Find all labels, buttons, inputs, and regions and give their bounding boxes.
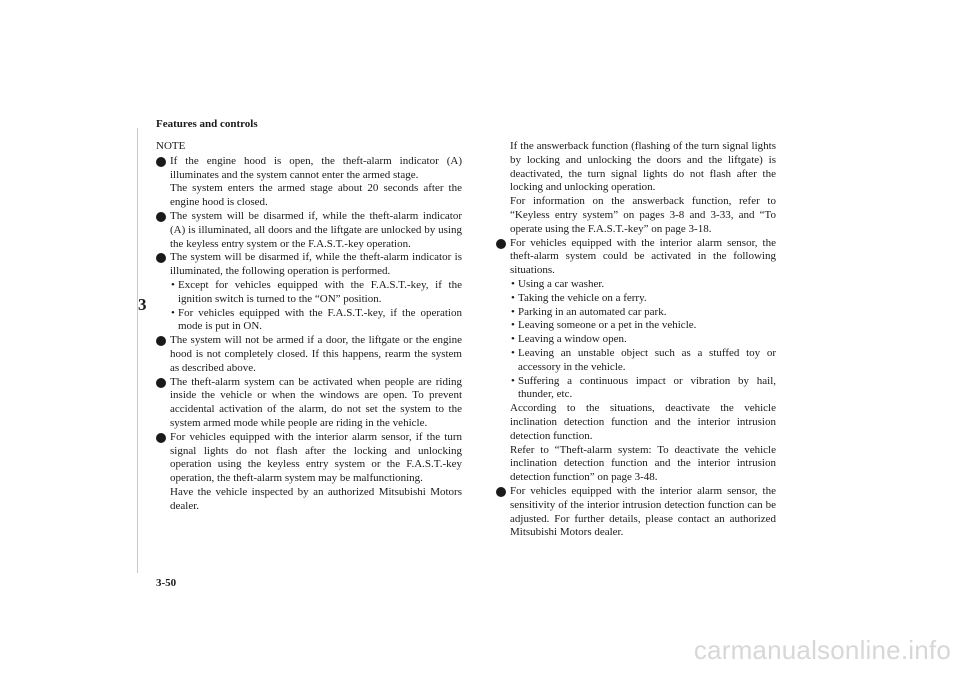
sub-item: • Suffering a continuous impact or vibration by hail, thunder, etc. [510,375,776,403]
bullet-icon [156,212,166,222]
note-item [156,155,462,210]
bullet-icon [156,157,166,167]
note-text: If the answerback function (flashing of the turn signal lights by locking and unlocking the doors and the liftgate) is deactivated, the turn signal lights do not flash after the locking and unlocking operation. [510,140,776,194]
note-item [156,210,462,251]
note-item [156,251,462,334]
bullet-icon [156,433,166,443]
right-column [496,140,776,540]
sub-item: • Parking in an automated car park. [510,306,776,320]
note-item [156,376,462,431]
note-text: If the engine hood is open, the theft-alarm indicator (A) illuminates and the system cannot enter the armed stage. [170,154,462,181]
chapter-tab-number: 3 [138,295,147,314]
note-text: The system enters the armed stage about 20 seconds after the engine hood is closed. [170,182,462,209]
watermark: carmanualsonline.info [693,635,951,665]
note-text: For information on the answerback function, refer to “Keyless entry system” on pages 3-8 and 3-33, and “To operate using the F.A.S.T.-key” on page 3-18. [510,195,776,235]
note-item [156,334,462,375]
note-list-continued [496,237,776,541]
note-text: The system will be disarmed if, while the theft-alarm indicator (A) is illuminated, all doors and the liftgate are unlocked by using the keyless entry system or the F.A.S.T.-key operation. [170,209,462,250]
note-text: According to the situations, deactivate the vehicle inclination detection function and the interior intrusion detection function. [510,402,776,442]
note-item [156,431,462,514]
bullet-icon [496,487,506,497]
note-list [156,155,462,514]
page-number: 3-50 [156,577,177,589]
note-item [496,237,776,485]
note-text: Refer to “Theft-alarm system: To deactivate the vehicle inclination detection function and the interior intrusion detection function” on page 3-48. [510,443,776,484]
sub-item: • For vehicles equipped with the F.A.S.T.-key, if the operation mode is put in ON. [170,307,462,335]
bullet-icon [156,253,166,263]
note-label: NOTE [156,140,186,152]
bullet-icon [496,239,506,249]
left-column [156,140,462,514]
sub-item: • Leaving an unstable object such as a stuffed toy or accessory in the vehicle. [510,347,776,375]
note-text: Have the vehicle inspected by an authorized Mitsubishi Motors dealer. [170,485,462,512]
sub-item: • Leaving someone or a pet in the vehicle. [510,319,776,333]
note-text: For vehicles equipped with the interior alarm sensor, the sensitivity of the interior intrusion detection function can be adjusted. For further details, please contact an authorized Mitsubishi Motors dealer. [510,484,776,539]
note-text: For vehicles equipped with the interior alarm sensor, if the turn signal lights do not flash after the locking and unlocking operation using the keyless entry system or the F.A.S.T.-key operation, the theft-alarm system may be malfunctioning. [170,430,462,485]
sidebar-divider [137,128,138,573]
bullet-icon [156,336,166,346]
note-text: The theft-alarm system can be activated when people are riding inside the vehicle or when the windows are open. To prevent accidental activation of the alarm, do not set the system to the system armed mode while people are riding in the vehicle. [170,375,462,429]
bullet-icon [156,378,166,388]
note-text: The system will not be armed if a door, the liftgate or the engine hood is not completely closed. If this happens, rearm the system as described above. [170,334,462,374]
section-header: Features and controls [156,118,258,130]
answerback-note [496,140,776,237]
note-text: For vehicles equipped with the interior alarm sensor, the theft-alarm system could be activated in the following situations. [510,236,776,277]
sub-item: • Except for vehicles equipped with the F.A.S.T.-key, if the ignition switch is turned to the “ON” position. [170,279,462,307]
sub-item: • Leaving a window open. [510,333,776,347]
note-item [496,485,776,540]
note-text: The system will be disarmed if, while the theft-alarm indicator is illuminated, the following operation is performed. [170,251,462,278]
sub-item: • Using a car washer. [510,278,776,292]
sub-item: • Taking the vehicle on a ferry. [510,292,776,306]
